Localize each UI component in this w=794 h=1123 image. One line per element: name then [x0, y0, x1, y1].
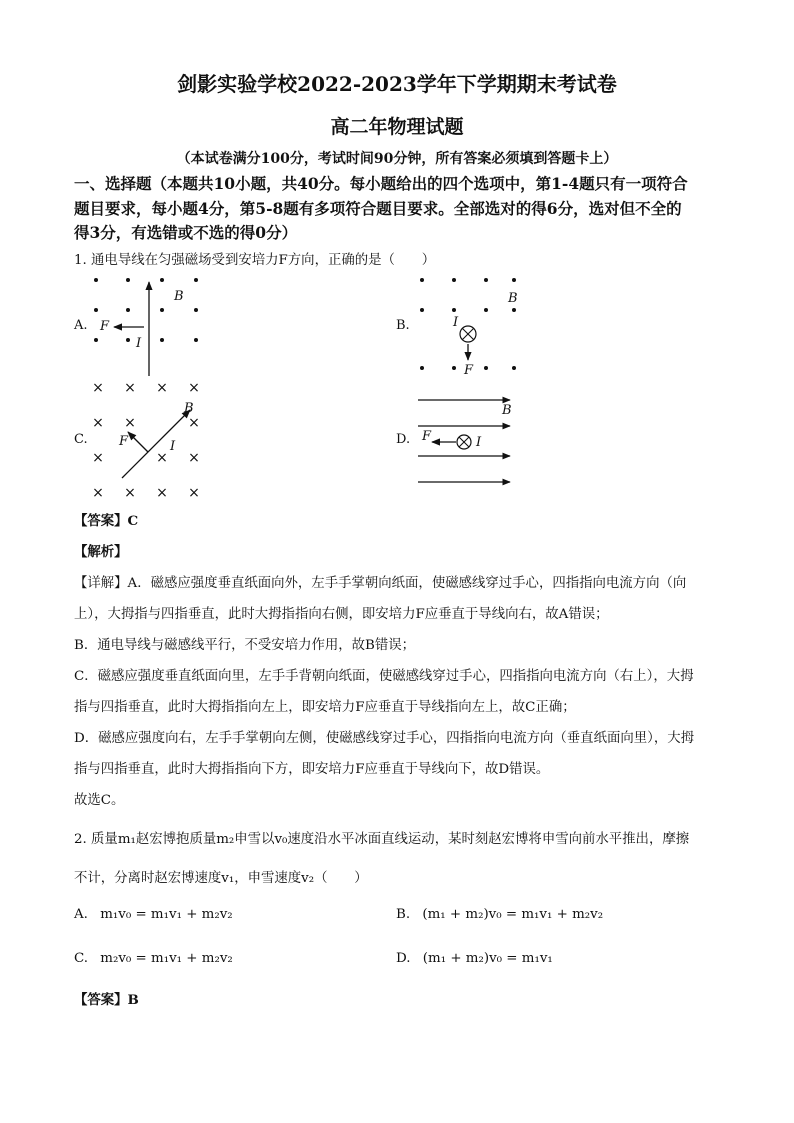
svg-text:×: × [92, 485, 104, 501]
label-b: B [502, 403, 512, 418]
q1-detail-line-8: 故选C。 [74, 793, 125, 808]
magnetic-field-dots [94, 278, 198, 342]
q2-option-a [74, 907, 233, 922]
q1-answer: 【答案】C [74, 513, 139, 529]
q2-option-d [396, 951, 553, 966]
section-heading-line-2: 题目要求，每小题4分，第5-8题有多项符合题目要求。全部选对的得6分，选对但不全的 [74, 199, 682, 218]
current-into-page-icon [460, 326, 476, 342]
q2-option-c-formula: m₂v₀ = m₁v₁ + m₂v₂ [100, 951, 233, 966]
q2-answer: 【答案】B [74, 992, 139, 1008]
svg-text:×: × [188, 380, 200, 396]
exam-subtitle: 高二年物理试题 [330, 116, 464, 138]
q1-detail-line-5: 指与四指垂直，此时大拇指指向左上，即安培力F应垂直于导线指向左上，故C正确； [74, 700, 576, 715]
magnetic-field-crosses [92, 380, 200, 501]
question-1-stem: 1. 通电导线在匀强磁场受到安培力F方向，正确的是（ ） [74, 253, 436, 268]
label-i: I [453, 315, 459, 330]
svg-text:×: × [188, 450, 200, 466]
label-b: B [184, 401, 194, 416]
force-arrow [128, 432, 148, 452]
svg-text:×: × [156, 485, 168, 501]
q2-option-d-label: D. [396, 951, 411, 966]
svg-text:×: × [188, 485, 200, 501]
figure-a [86, 272, 216, 380]
option-c-label: C. [74, 432, 88, 447]
svg-text:×: × [188, 415, 200, 431]
q2-option-c-label: C. [74, 951, 89, 966]
label-f: F [464, 363, 474, 378]
q1-detail-line-3: B．通电导线与磁感线平行，不受安培力作用，故B错误； [74, 638, 416, 653]
option-b-label: B. [396, 318, 410, 333]
label-i: I [170, 439, 176, 454]
option-a-label: A. [74, 318, 88, 333]
svg-text:×: × [92, 415, 104, 431]
label-b: B [508, 291, 518, 306]
q1-analysis-label: 【解析】 [74, 544, 128, 560]
section-heading-line-3: 得3分，有选错或不选的得0分） [74, 223, 298, 242]
figure-c [86, 378, 216, 502]
q1-detail-line-2: 上），大拇指与四指垂直，此时大拇指指向右侧，即安培力F应垂直于导线向右，故A错误； [74, 607, 609, 622]
svg-text:×: × [124, 485, 136, 501]
q1-detail-line-6: D．磁感应强度向右，左手手掌朝向左侧，使磁感线穿过手心，四指指向电流方向（垂直纸面向里），大拇 [74, 731, 695, 746]
q2-option-b-label: B. [396, 907, 411, 922]
option-d-label: D. [396, 432, 411, 447]
label-f: F [422, 429, 432, 444]
svg-text:×: × [156, 380, 168, 396]
figure-d [414, 388, 524, 492]
label-b: B [174, 289, 184, 304]
svg-text:×: × [124, 380, 136, 396]
q2-option-d-formula: (m₁ + m₂)v₀ = m₁v₁ [422, 951, 553, 966]
label-i: I [136, 336, 142, 351]
q1-detail-line-1: 【详解】A．磁感应强度垂直纸面向外，左手手掌朝向纸面，使磁感线穿过手心，四指指向电流方向（向 [74, 576, 687, 591]
current-into-page-icon [454, 434, 472, 450]
label-f: F [119, 434, 129, 449]
exam-title: 剑影实验学校2022-2023学年下学期期末考试卷 [177, 72, 617, 96]
q2-option-a-formula: m₁v₀ = m₁v₁ + m₂v₂ [100, 907, 233, 922]
figure-b [410, 272, 540, 380]
q1-detail-line-7: 指与四指垂直，此时大拇指指向下方，即安培力F应垂直于导线向下，故D错误。 [74, 762, 550, 777]
svg-text:×: × [92, 450, 104, 466]
question-2-stem-line-2: 不计，分离时赵宏博速度v₁，申雪速度v₂（ ） [74, 871, 368, 886]
svg-text:×: × [156, 450, 168, 466]
exam-note: （本试卷满分100分，考试时间90分钟，所有答案必须填到答题卡上） [176, 151, 618, 167]
question-2-stem-line-1: 2. 质量m₁赵宏博抱质量m₂申雪以v₀速度沿水平冰面直线运动，某时刻赵宏博将申雪向前水平推出，摩擦 [74, 832, 690, 847]
label-i: I [476, 435, 482, 450]
section-heading-line-1: 一、选择题（本题共10小题，共40分。每小题给出的四个选项中，第1-4题只有一项符合 [74, 174, 688, 193]
q1-detail-line-4: C．磁感应强度垂直纸面向里，左手手背朝向纸面，使磁感线穿过手心，四指指向电流方向（右上），大拇 [74, 669, 694, 684]
label-f: F [100, 319, 110, 334]
q2-option-b-formula: (m₁ + m₂)v₀ = m₁v₁ + m₂v₂ [422, 907, 604, 922]
q2-option-c [74, 951, 233, 966]
svg-text:×: × [124, 415, 136, 431]
svg-text:×: × [92, 380, 104, 396]
q2-option-a-label: A. [74, 907, 88, 922]
q2-option-b [396, 907, 603, 922]
